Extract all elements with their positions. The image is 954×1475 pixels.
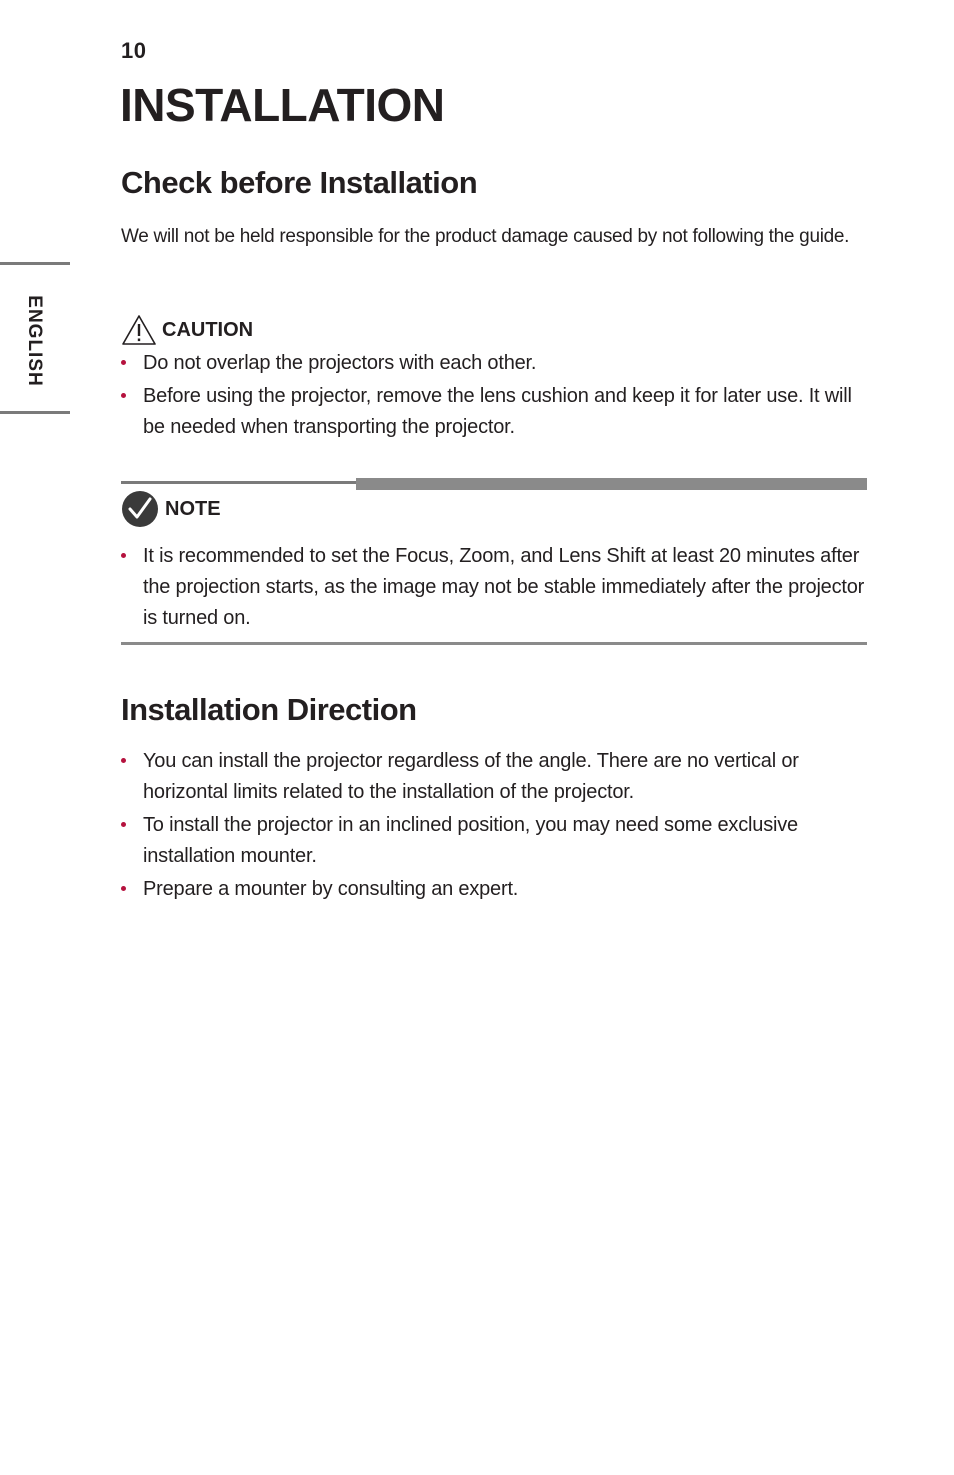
note-item-text: It is recommended to set the Focus, Zoom, and Lens Shift at least 20 minutes after the projection starts, as the image may not be stable immediately after the projector is turned on. [143,545,865,629]
caution-header [121,314,253,346]
list-item [121,541,867,634]
intro-paragraph: We will not be held responsible for the product damage caused by not following the guide. [121,226,850,247]
caution-list [121,348,867,445]
caution-item-text: Do not overlap the projectors with each other. [143,352,537,374]
list-item [121,810,867,872]
bullet-dot [121,822,126,827]
bullet-dot [121,758,126,763]
language-side-tab-label: ENGLISH [24,295,45,387]
direction-list [121,746,867,907]
note-header [121,490,221,528]
direction-item-text: You can install the projector regardless of the angle. There are no vertical or horizontal limits related to the installation of the projector. [143,750,799,803]
list-item [121,746,867,808]
note-list [121,541,867,636]
bullet-dot [121,360,126,365]
bullet-dot [121,553,126,558]
caution-label: CAUTION [162,318,254,341]
language-side-tab [0,262,70,414]
caution-item-text: Before using the projector, remove the lens cushion and keep it for later use. It will be needed when transporting the projector. [143,385,852,438]
bullet-dot [121,393,126,398]
note-top-bar [356,478,867,490]
page-number: 10 [121,38,147,63]
list-item [121,874,867,905]
list-item [121,348,867,379]
warning-triangle-icon [121,314,157,346]
direction-item-text: Prepare a mounter by consulting an expert. [143,878,519,900]
note-top-rule [121,481,356,484]
direction-item-text: To install the projector in an inclined position, you may need some exclusive installation mounter. [143,814,798,867]
section-heading-check: Check before Installation [121,165,478,200]
note-label: NOTE [165,497,221,520]
checkmark-circle-icon [121,490,159,528]
list-item [121,381,867,443]
chapter-title: INSTALLATION [120,79,445,131]
note-bottom-rule [121,642,867,645]
bullet-dot [121,886,126,891]
section-heading-direction: Installation Direction [121,692,417,727]
